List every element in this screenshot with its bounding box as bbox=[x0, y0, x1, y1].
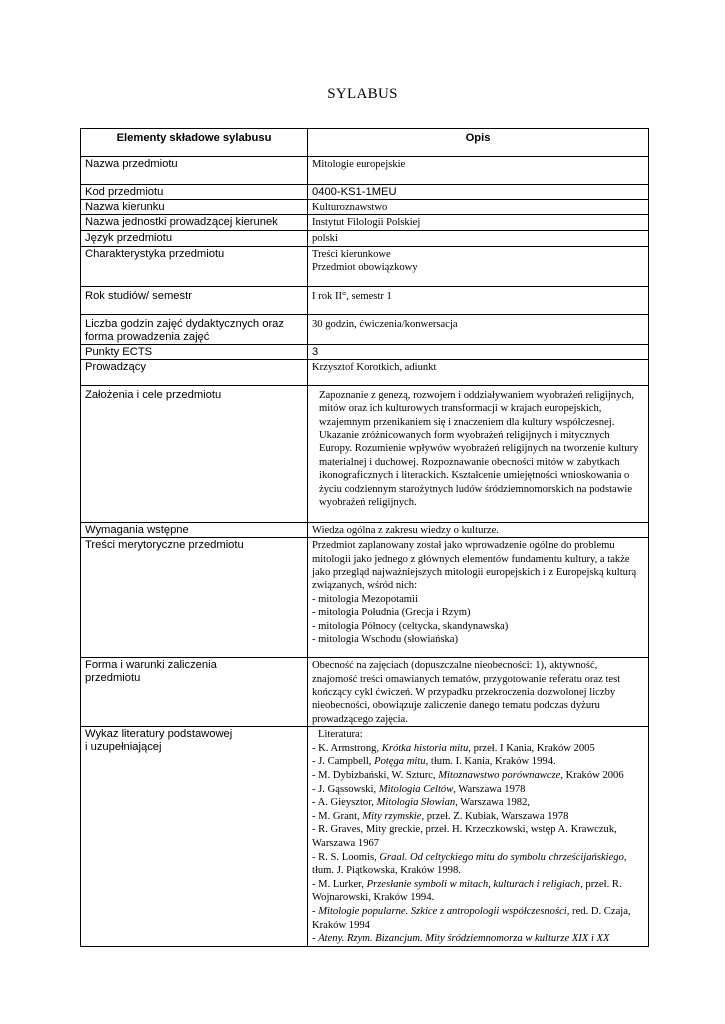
row-label: Nazwa kierunku bbox=[81, 200, 308, 215]
table-row bbox=[81, 727, 649, 947]
content-item: - mitologia Wschodu (słowiańska) bbox=[312, 634, 459, 646]
row-label: Założenia i cele przedmiotu bbox=[81, 385, 308, 522]
table-row bbox=[81, 286, 649, 314]
row-label: Rok studiów/ semestr bbox=[81, 286, 308, 314]
table-row bbox=[81, 344, 649, 359]
table-row bbox=[81, 246, 649, 286]
value-line: Treści kierunkowe bbox=[312, 248, 391, 260]
content-item: - mitologia Północy (celtycka, skandynawska) bbox=[312, 620, 509, 632]
literature-item: - R. Graves, Mity greckie, przeł. H. Krzeczkowski, wstęp A. Krawczuk, Warszawa 1967 bbox=[312, 824, 617, 849]
literature-item: - Mitologie popularne. Szkice z antropologii współczesności, red. D. Czaja, Kraków 1994 bbox=[312, 905, 631, 931]
row-label bbox=[81, 727, 308, 947]
row-label: Wymagania wstępne bbox=[81, 522, 308, 537]
page-title: SYLABUS bbox=[327, 86, 398, 102]
table-row bbox=[81, 658, 649, 727]
table-row bbox=[81, 359, 649, 385]
row-value: Obecność na zajęciach (dopuszczalne nieobecności: 1), aktywność, znajomość treści omawianych tematów, przygotowanie referatu oraz test kończący cykl ćwiczeń. W przypadku przekroczenia dozwolonej liczby nieobecności, obowiązuje zaliczenie danego tematu podczas dyżuru prowadzącego zajęcia. bbox=[308, 658, 649, 727]
content-item: - mitologia Południa (Grecja i Rzym) bbox=[312, 607, 471, 619]
row-value: Kulturoznawstwo bbox=[308, 200, 649, 215]
row-value: 3 bbox=[308, 344, 649, 359]
table-row bbox=[81, 522, 649, 537]
literature-heading: Literatura: bbox=[318, 729, 363, 741]
row-label: Treści merytoryczne przedmiotu bbox=[81, 538, 308, 658]
label-line: przedmiotu bbox=[85, 672, 141, 685]
row-value: polski bbox=[308, 230, 649, 246]
literature-item: - J. Campbell, Potęga mitu, tłum. I. Kania, Kraków 1994. bbox=[312, 756, 556, 768]
row-value: Krzysztof Korotkich, adiunkt bbox=[308, 359, 649, 385]
row-value bbox=[308, 246, 649, 286]
row-label bbox=[81, 658, 308, 727]
row-value: Mitologie europejskie bbox=[308, 157, 649, 185]
row-value bbox=[308, 538, 649, 658]
row-label: Język przedmiotu bbox=[81, 230, 308, 246]
row-value: 0400-KS1-1MEU bbox=[308, 185, 649, 200]
table-row bbox=[81, 314, 649, 344]
row-label: Nazwa przedmiotu bbox=[81, 157, 308, 185]
row-label: Charakterystyka przedmiotu bbox=[81, 246, 308, 286]
table-row bbox=[81, 200, 649, 215]
row-value: Instytut Filologii Polskiej bbox=[308, 215, 649, 230]
literature-item: - M. Grant, Mity rzymskie, przeł. Z. Kubiak, Warszawa 1978 bbox=[312, 810, 569, 822]
literature-list bbox=[308, 727, 649, 947]
literature-item: - J. Gąssowski, Mitologia Celtów, Warszawa 1978 bbox=[312, 783, 526, 795]
header-elements: Elementy składowe sylabusu bbox=[81, 129, 308, 157]
literature-item: - K. Armstrong, Krótka historia mitu, przeł. I Kania, Kraków 2005 bbox=[312, 742, 595, 754]
label-line: i uzupełniającej bbox=[85, 741, 162, 754]
table-row bbox=[81, 157, 649, 185]
syllabus-table bbox=[80, 128, 649, 947]
row-label: Prowadzący bbox=[81, 359, 308, 385]
literature-item: - M. Lurker, Przesłanie symboli w mitach, kulturach i religiach, przeł. R. Wojnarowski, Kraków 1994. bbox=[312, 878, 622, 904]
literature-item: - Ateny. Rzym. Bizancjum. Mity śródziemnomorza w kulturze XIX i XX bbox=[312, 933, 610, 945]
table-row bbox=[81, 538, 649, 658]
table-row bbox=[81, 185, 649, 200]
header-description: Opis bbox=[308, 129, 649, 157]
label-line: Forma i warunki zaliczenia bbox=[85, 659, 217, 672]
literature-item: - M. Dybizbański, W. Szturc, Mitoznawstwo porównawcze, Kraków 2006 bbox=[312, 770, 624, 782]
value-line: Przedmiot obowiązkowy bbox=[312, 262, 418, 274]
label-line: Wykaz literatury podstawowej bbox=[85, 728, 233, 741]
row-value: I rok II°, semestr 1 bbox=[308, 286, 649, 314]
row-value: Wiedza ogólna z zakresu wiedzy o kulturze. bbox=[308, 522, 649, 537]
table-row bbox=[81, 230, 649, 246]
row-label: Kod przedmiotu bbox=[81, 185, 308, 200]
content-item: - mitologia Mezopotamii bbox=[312, 593, 418, 605]
row-value: 30 godzin, ćwiczenia/konwersacja bbox=[308, 314, 649, 344]
table-row bbox=[81, 215, 649, 230]
literature-item: - A. Gieysztor, Mitologia Słowian, Warszawa 1982, bbox=[312, 797, 531, 809]
row-label: Liczba godzin zajęć dydaktycznych oraz forma prowadzenia zajęć bbox=[81, 314, 308, 344]
content-intro: Przedmiot zaplanowany został jako wprowadzenie ogólne do problemu mitologii jako jednego z głównych elementów fundamentu kultury, a także jako przegląd najważniejszych mitologii europejskich i z Europejską kulturą związanych, wśród nich: bbox=[312, 540, 637, 592]
row-label: Nazwa jednostki prowadzącej kierunek bbox=[81, 215, 308, 230]
table-row bbox=[81, 385, 649, 522]
table-header-row bbox=[81, 129, 649, 157]
row-label: Punkty ECTS bbox=[81, 344, 308, 359]
literature-item: - R. S. Loomis, Graal. Od celtyckiego mitu do symbolu chrześcijańskiego, tłum. J. Piątkowska, Kraków 1998. bbox=[312, 851, 627, 877]
row-value: Zapoznanie z genezą, rozwojem i oddziaływaniem wyobrażeń religijnych, mitów oraz ich kulturowych transformacji w krajach europejskich, wzajemnym przenikaniem się i znaczeniem dla kultury współczesnej. Ukazanie zróżnicowanych form wyobrażeń religijnych i mitycznych Europy. Rozumienie wpływów wyobrażeń religijnych na tworzenie kultury materialnej i duchowej. Rozpoznawanie obecności mitów w zabytkach ikonograficznych i literackich. Kształcenie umiejętności wnioskowania o życiu codziennym starożytnych ludów śródziemnomorskich na podstawie wyobrażeń religijnych. bbox=[308, 385, 649, 522]
